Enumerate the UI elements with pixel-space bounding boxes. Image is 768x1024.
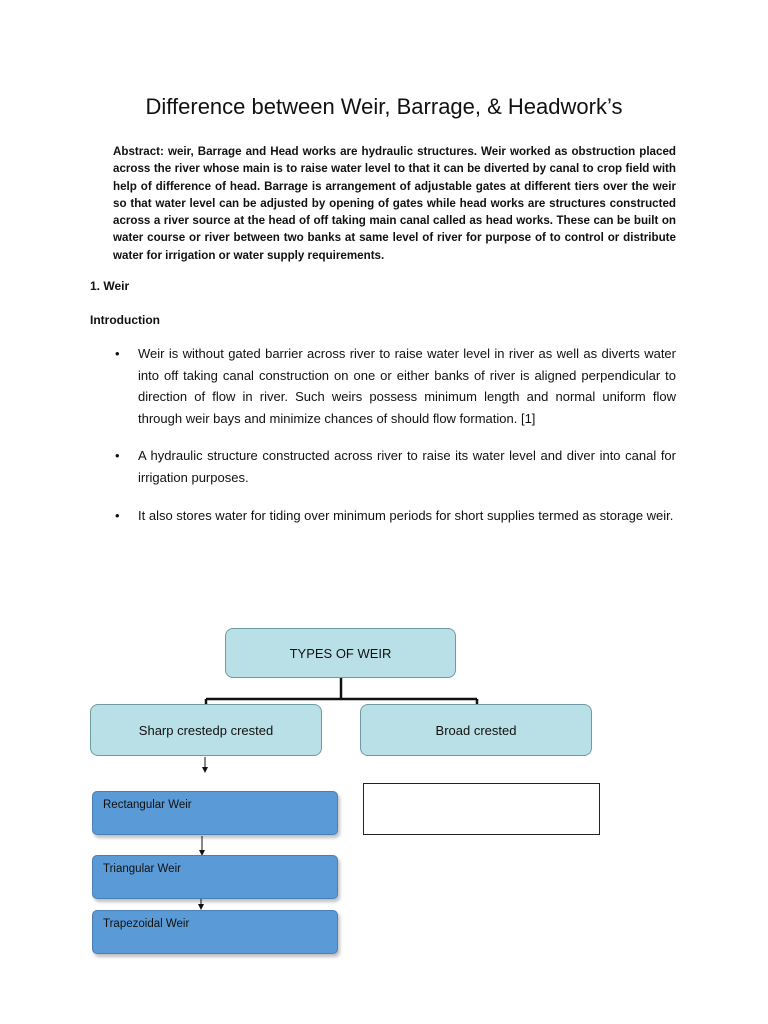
diagram-rectangular-weir-box: Rectangular Weir <box>92 791 338 835</box>
bullet-text: A hydraulic structure constructed across river to raise its water level and diver into canal for irrigation purposes. <box>138 448 676 485</box>
abstract-label: Abstract: <box>113 145 164 158</box>
bullet-dot: • <box>115 346 120 361</box>
diagram-empty-box <box>363 783 600 835</box>
diagram-triangular-weir-box: Triangular Weir <box>92 855 338 899</box>
document-title: Difference between Weir, Barrage, & Headwork’s <box>145 94 623 119</box>
bullet-dot: • <box>115 448 120 464</box>
abstract-text: weir, Barrage and Head works are hydraulic structures. Weir worked as obstruction placed across the river whose main is to raise water level to that it can be diverted by canal to crop field with help of difference of head. Barrage is arrangement of adjustable gates at different tiers over the weir so that water level can be adjusted by opening of gates while head works are structures constructed across a river source at the head of off taking main canal called as head works. These can be built on water course or river between two banks at same level of river for purpose of to control or distribute water for irrigation or water supply requirements. <box>113 145 676 262</box>
diagram-root-box: TYPES OF WEIR <box>225 628 456 678</box>
section-heading: 1. Weir <box>90 279 130 293</box>
bullet-dot: • <box>115 507 120 523</box>
subheading-introduction: Introduction <box>90 313 160 327</box>
bullet-text: It also stores water for tiding over minimum periods for short supplies termed as storage weir. <box>138 507 674 523</box>
bullet-text: Weir is without gated barrier across river to raise water level in river as well as diverts water into off taking canal construction on one or either banks of river is aligned perpendicular to direction of flow in river. Such weirs possess minimum length and normal uniform flow through weir bays and minimize chances of should flow formation. [1] <box>138 346 676 426</box>
diagram-trapezoidal-weir-box: Trapezoidal Weir <box>92 910 338 954</box>
diagram-broad-crested-box: Broad crested <box>360 704 592 756</box>
diagram-sharp-crested-box: Sharp crestedp crested <box>90 704 322 756</box>
